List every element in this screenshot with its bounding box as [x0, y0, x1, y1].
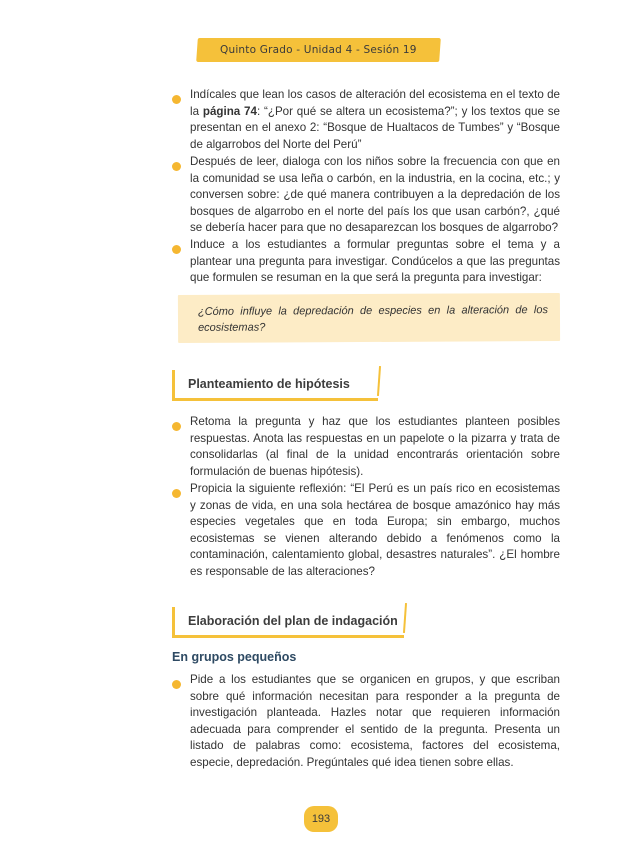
research-question: ¿Cómo influye la depredación de especies en la alteración de los ecosistemas?: [197, 304, 548, 334]
paragraph-plan-1: Pide a los estudiantes que se organicen en grupos, y que escriban sobre qué información necesitan para responder a la pregunta de investigación planteada. Hazles notar que requieren información adecuada para comprender el sentido de la pregunta. Presenta un listado de palabras como: ecosistema, factores del ecosistema, especie, depredación. Pregúntales qué idea tienen sobre ellas.: [190, 673, 560, 769]
section-heading-plan: [172, 607, 404, 637]
session-banner: [196, 38, 441, 62]
paragraph-text: : “¿Por qué se altera un ecosistema?”; y los textos que se presentan en el anexo 2: “Bosque de Hualtacos de Tumbes” y “Bosque de algarrobos del Norte del Perú”: [190, 104, 561, 151]
page-reference: página 74: [202, 104, 257, 118]
paragraph-hipotesis-2: Propicia la siguiente reflexión: “El Perú es un país rico en ecosistemas y zonas de vida, en una sola hectárea de bosque amazónico hay más especies vegetales que en toda Europa; sin embargo, muchos ecosistemas se vienen alterando debido a fenómenos como la contaminación, calentamiento global, desastres naturales”. ¿El hombre es responsable de las alteraciones?: [190, 482, 560, 578]
bullet-icon: [172, 489, 181, 498]
bullet-icon: [172, 162, 181, 171]
subheading-grupos: En grupos pequeños: [172, 650, 297, 664]
bullet-icon: [172, 680, 181, 689]
bullet-icon: [172, 245, 181, 254]
bullet-icon: [172, 95, 181, 104]
paragraph-read-cases: [190, 87, 560, 153]
paragraph-induce-questions: Induce a los estudiantes a formular preguntas sobre el tema y a plantear una pregunta para investigar. Condúcelos a que las preguntas que formulen se resuman en la que será la pregunta para investigar:: [190, 238, 560, 284]
section-title: Planteamiento de hipótesis: [188, 377, 350, 391]
page-number: 193: [304, 806, 338, 832]
bullet-icon: [172, 422, 181, 431]
section-heading-hipotesis: [172, 370, 378, 400]
paragraph-hipotesis-1: Retoma la pregunta y haz que los estudiantes planteen posibles respuestas. Anota las respuestas en un papelote o la pizarra y trata de consolidarlas (al final de la unidad encontrarás orientación sobre formulación de buenas hipótesis).: [190, 415, 560, 478]
paragraph-dialogue: Después de leer, dialoga con los niños sobre la frecuencia con que en la comunidad se usa leña o carbón, en la industria, en la cocina, etc.; y conversen sobre: ¿de qué manera contribuyen a la depredación de los bosques de algarrobo en el norte del país los que usan carbón?, ¿qué se debería hacer para que no desaparezcan los bosques de algarrobo?: [190, 155, 560, 234]
research-question-box: [178, 293, 560, 343]
section-title: Elaboración del plan de indagación: [188, 614, 398, 628]
session-banner-text: Quinto Grado - Unidad 4 - Sesión 19: [220, 44, 417, 56]
paragraph-text: Indícales que lean los casos de alteración del ecosistema en el texto de la: [190, 88, 560, 118]
